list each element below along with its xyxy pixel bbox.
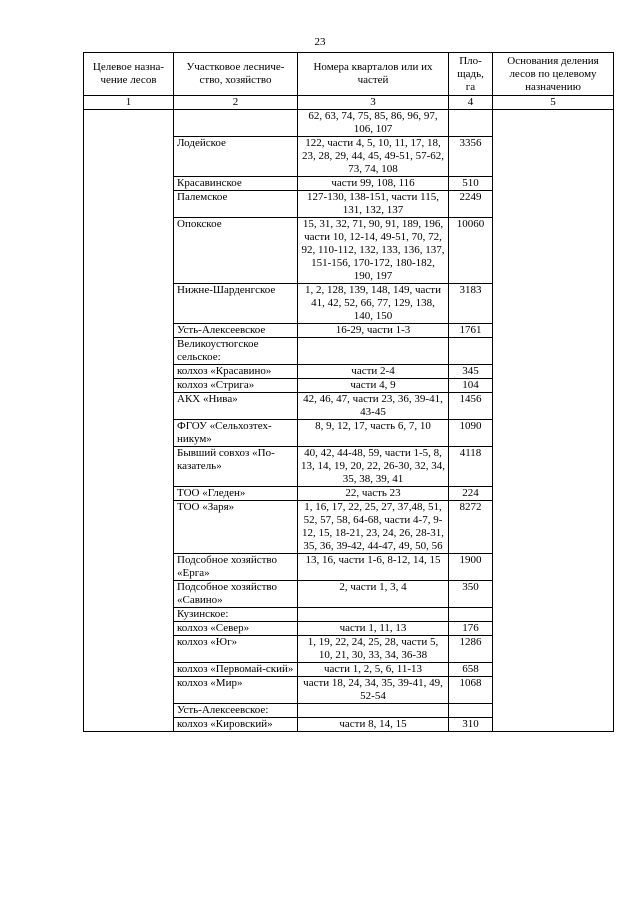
area-cell: 3183 [449,284,493,324]
forestry-name-cell: АКХ «Нива» [174,393,298,420]
quarters-cell: 15, 31, 32, 71, 90, 91, 189, 196, части 10, 12-14, 49-51, 70, 72, 92, 110-112, 132, 133, 136, 137, 151-156, 170-172, 180-182, 190, 197 [298,218,449,284]
quarters-cell: 13, 16, части 1-6, 8-12, 14, 15 [298,554,449,581]
quarters-cell: части 1, 11, 13 [298,622,449,636]
area-cell [449,608,493,622]
area-cell [449,338,493,365]
forestry-name-cell: колхоз «Красавино» [174,365,298,379]
forestry-name-cell: Палемское [174,191,298,218]
table-body [84,110,614,732]
area-cell: 1068 [449,677,493,704]
forestry-name-cell: Подсобное хозяйство «Савино» [174,581,298,608]
area-cell: 510 [449,177,493,191]
column-number: 4 [449,96,493,110]
forestry-name-cell: Великоустюгское сельское: [174,338,298,365]
area-cell: 350 [449,581,493,608]
column-number: 5 [493,96,614,110]
area-cell [449,110,493,137]
area-cell: 310 [449,718,493,732]
quarters-cell: 1, 16, 17, 22, 25, 27, 37,48, 51, 52, 57, 58, 64-68, части 4-7, 9-12, 15, 18-21, 23, 24, 26, 28-31, 35, 36, 39-42, 44-47, 49, 50, 56 [298,501,449,554]
area-cell: 4118 [449,447,493,487]
quarters-cell: 2, части 1, 3, 4 [298,581,449,608]
quarters-cell: 16-29, части 1-3 [298,324,449,338]
header-purpose: Целевое назна-чение лесов [84,53,174,96]
forestry-name-cell: Подсобное хозяйство «Ерга» [174,554,298,581]
forestry-name-cell: Усть-Алексеевское: [174,704,298,718]
quarters-cell: 122, части 4, 5, 10, 11, 17, 18, 23, 28, 29, 44, 45, 49-51, 57-62, 73, 74, 108 [298,137,449,177]
area-cell: 176 [449,622,493,636]
table-row [84,110,614,137]
header-basis: Основания деления лесов по целевому назначению [493,53,614,96]
forestry-name-cell: Бывший совхоз «По-казатель» [174,447,298,487]
header-row [84,53,614,96]
column-number-row [84,96,614,110]
forestry-name-cell: колхоз «Мир» [174,677,298,704]
forestry-name-cell: Усть-Алексеевское [174,324,298,338]
area-cell: 658 [449,663,493,677]
forestry-name-cell: ТОО «Заря» [174,501,298,554]
basis-cell [493,110,614,732]
quarters-cell: части 2-4 [298,365,449,379]
forestry-name-cell: колхоз «Кировский» [174,718,298,732]
forestry-name-cell: ФГОУ «Сельхозтех-никум» [174,420,298,447]
page-number: 23 [314,36,326,48]
quarters-cell: части 1, 2, 5, 6, 11-13 [298,663,449,677]
quarters-cell [298,338,449,365]
quarters-cell: 1, 19, 22, 24, 25, 28, части 5, 10, 21, 30, 33, 34, 36-38 [298,636,449,663]
forest-allocation-table [83,52,614,732]
quarters-cell: части 8, 14, 15 [298,718,449,732]
forestry-name-cell: Красавинское [174,177,298,191]
forestry-name-cell: колхоз «Юг» [174,636,298,663]
forestry-name-cell: Лодейское [174,137,298,177]
quarters-cell: 22, часть 23 [298,487,449,501]
forestry-name-cell: колхоз «Первомай-ский» [174,663,298,677]
forestry-name-cell: ТОО «Гледен» [174,487,298,501]
area-cell: 345 [449,365,493,379]
area-cell: 1900 [449,554,493,581]
quarters-cell: 42, 46, 47, части 23, 36, 39-41, 43-45 [298,393,449,420]
quarters-cell: 40, 42, 44-48, 59, части 1-5, 8, 13, 14, 19, 20, 22, 26-30, 32, 34, 35, 38, 39, 41 [298,447,449,487]
area-cell: 224 [449,487,493,501]
area-cell: 10060 [449,218,493,284]
area-cell: 8272 [449,501,493,554]
forestry-name-cell: колхоз «Стрига» [174,379,298,393]
forestry-name-cell: колхоз «Север» [174,622,298,636]
quarters-cell: 62, 63, 74, 75, 85, 86, 96, 97, 106, 107 [298,110,449,137]
area-cell: 1090 [449,420,493,447]
header-quarters: Номера кварталов или их частей [298,53,449,96]
quarters-cell: части 4, 9 [298,379,449,393]
header-forestry: Участковое лесниче-ство, хозяйство [174,53,298,96]
quarters-cell: части 18, 24, 34, 35, 39-41, 49, 52-54 [298,677,449,704]
quarters-cell: 127-130, 138-151, части 115, 131, 132, 137 [298,191,449,218]
forestry-name-cell: Кузинское: [174,608,298,622]
quarters-cell: 8, 9, 12, 17, часть 6, 7, 10 [298,420,449,447]
area-cell: 1286 [449,636,493,663]
area-cell: 104 [449,379,493,393]
column-number: 2 [174,96,298,110]
area-cell: 3356 [449,137,493,177]
forestry-name-cell [174,110,298,137]
purpose-cell [84,110,174,732]
area-cell: 1456 [449,393,493,420]
quarters-cell: 1, 2, 128, 139, 148, 149, части 41, 42, 52, 66, 77, 129, 138, 140, 150 [298,284,449,324]
area-cell [449,704,493,718]
area-cell: 1761 [449,324,493,338]
quarters-cell [298,704,449,718]
forestry-name-cell: Нижне-Шарденгское [174,284,298,324]
column-number: 1 [84,96,174,110]
forestry-name-cell: Опокское [174,218,298,284]
area-cell: 2249 [449,191,493,218]
quarters-cell: части 99, 108, 116 [298,177,449,191]
quarters-cell [298,608,449,622]
column-number: 3 [298,96,449,110]
header-area: Пло-щадь, га [449,53,493,96]
